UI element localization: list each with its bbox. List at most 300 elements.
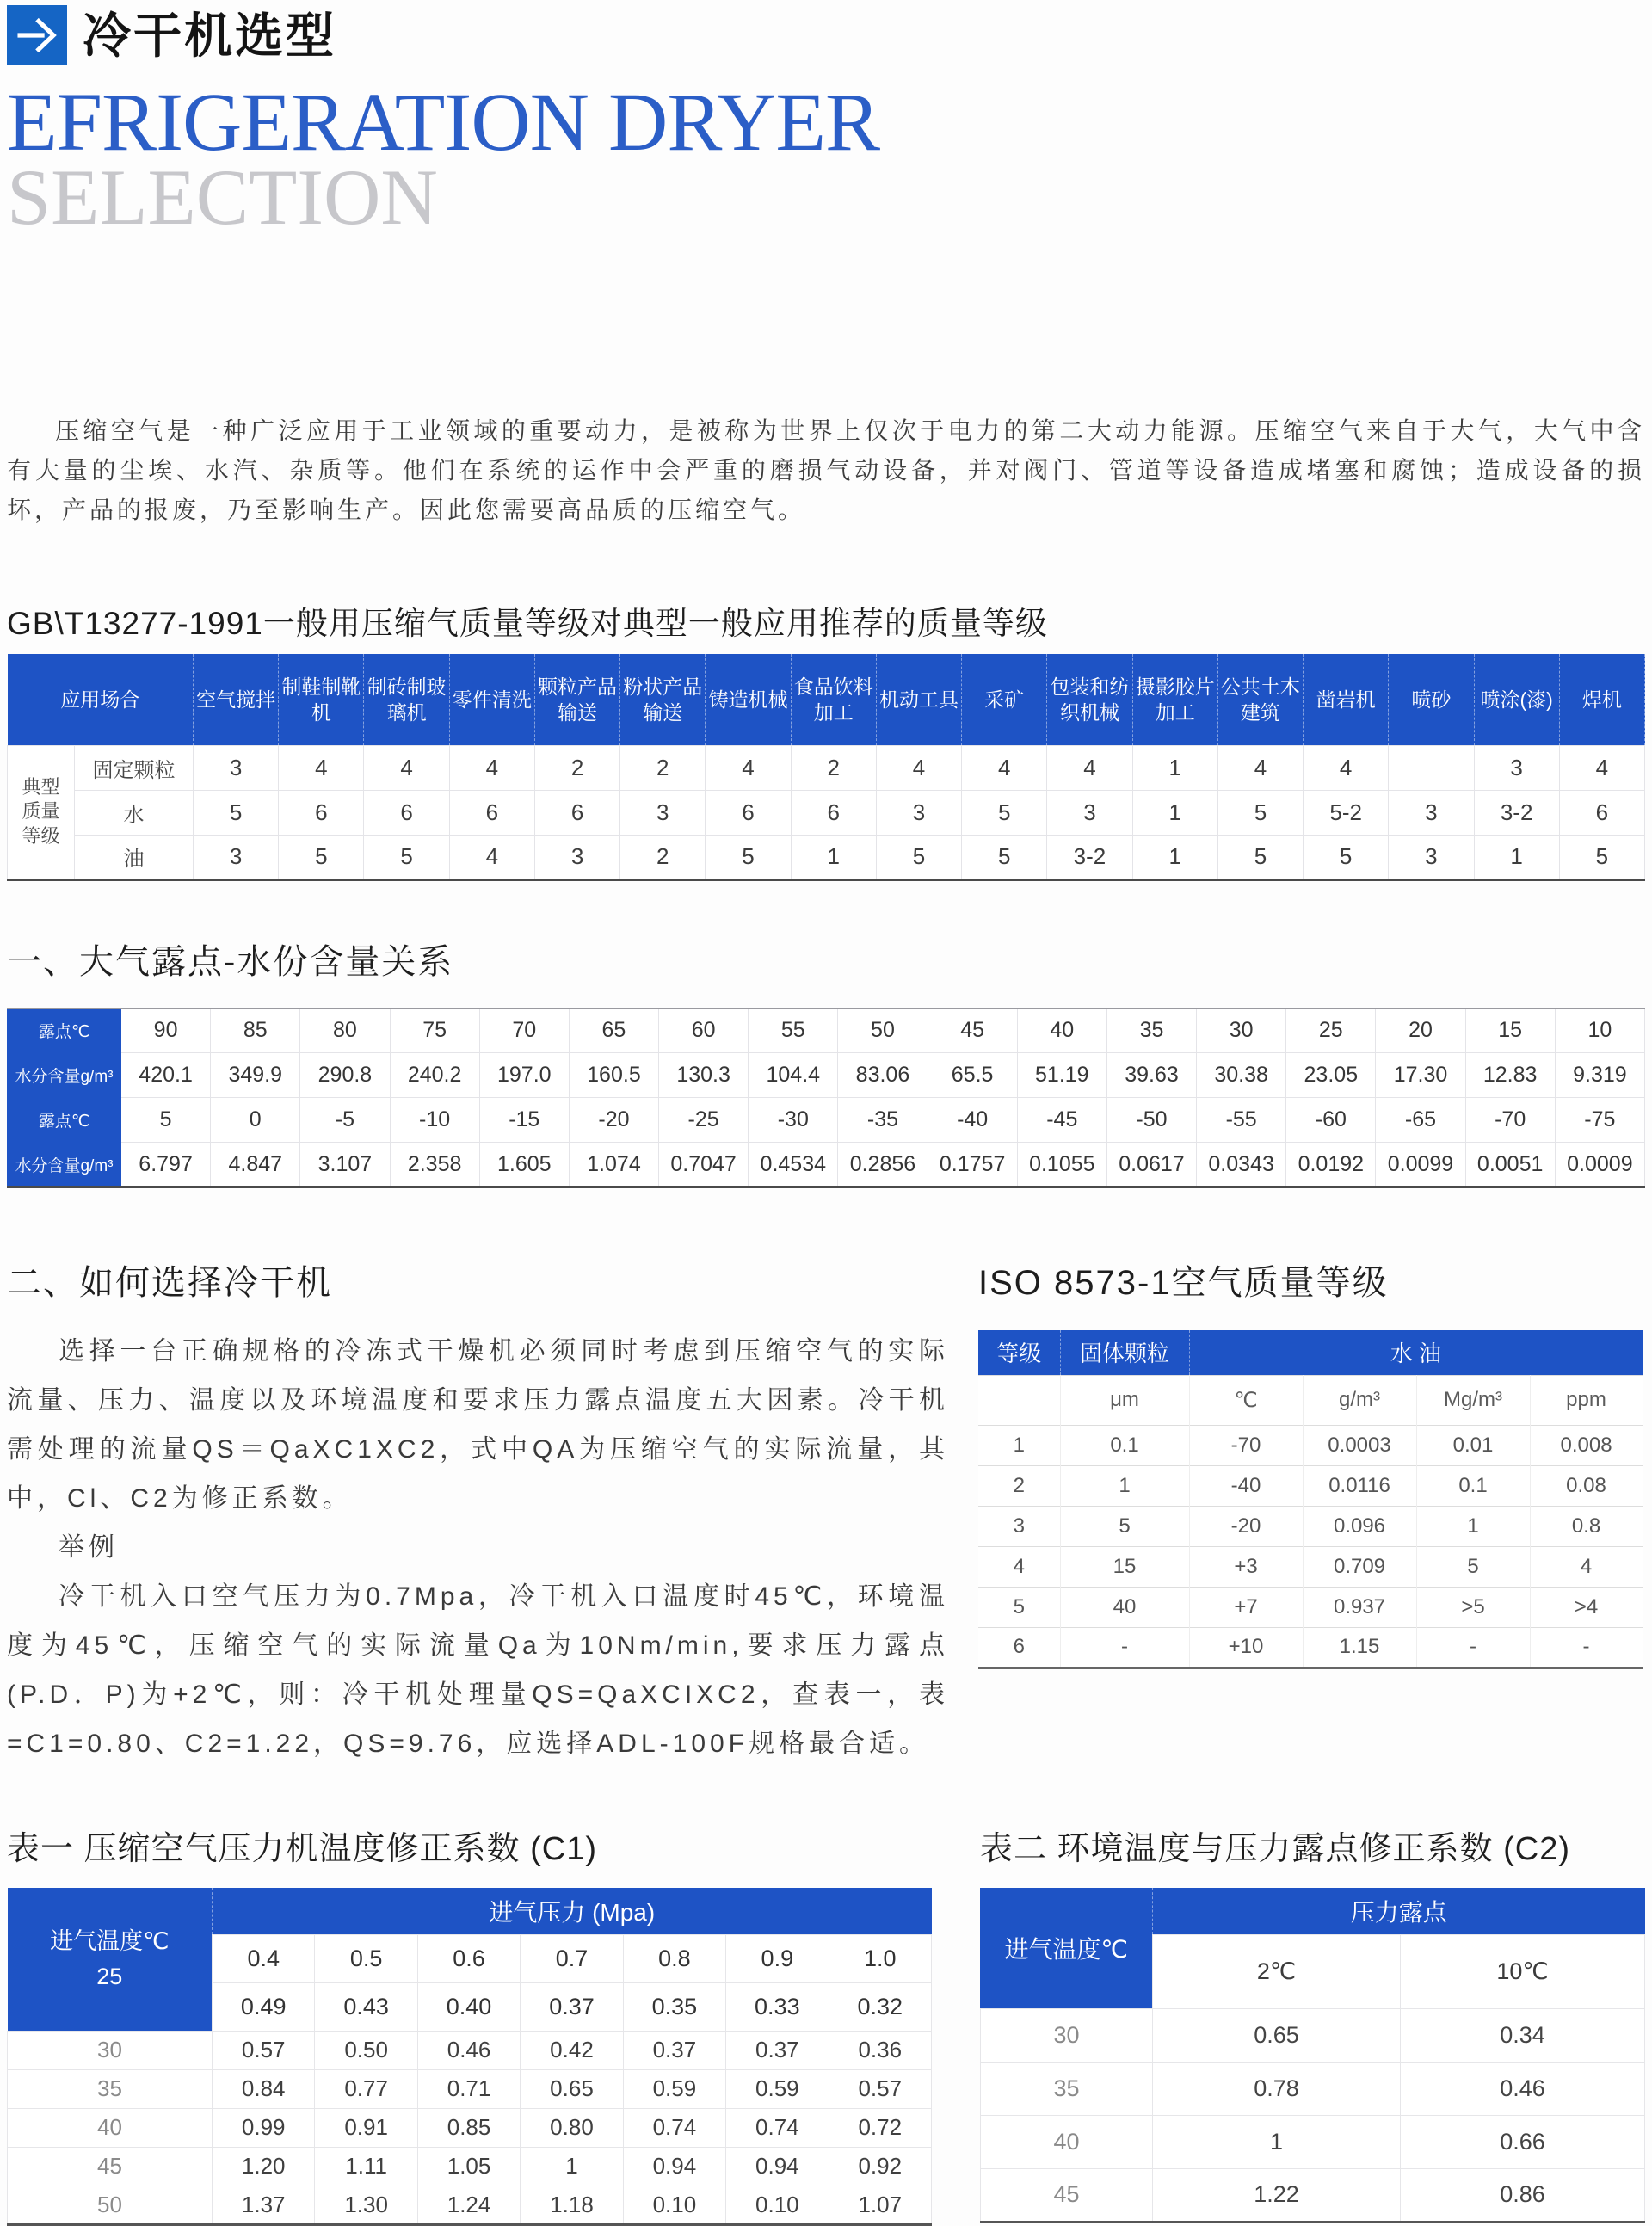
- gb-cell: 6: [791, 790, 876, 835]
- gb-cell: 2: [620, 835, 706, 879]
- t1-pressure-header: 0.4: [213, 1934, 315, 1982]
- c1-correction-table: [7, 1888, 932, 2226]
- correction-tables-zone: [7, 1822, 1645, 2226]
- gb-cell: 5: [962, 835, 1047, 879]
- iso-cell: +10: [1189, 1627, 1303, 1668]
- t2-cell: 0.65: [1152, 2008, 1400, 2062]
- gb-cell: 3: [1389, 790, 1474, 835]
- dew-cell: -20: [569, 1098, 658, 1143]
- gb-cell: 5-2: [1304, 790, 1389, 835]
- dew-cell: 35: [1106, 1008, 1196, 1053]
- example-heading: 举例: [59, 1533, 119, 1563]
- iso-unit-header: μm: [1060, 1375, 1189, 1425]
- gb-cell: 4: [449, 835, 534, 879]
- dew-row-label: 水分含量g/m³: [8, 1053, 121, 1098]
- gb-cell: 5: [364, 835, 449, 879]
- iso-cell: 0.1: [1060, 1425, 1189, 1465]
- table-row: [980, 2168, 1644, 2222]
- t1-cell: 0.65: [521, 2069, 623, 2108]
- dew-cell: 4.847: [211, 1143, 300, 1187]
- iso-cell: 0.937: [1303, 1587, 1416, 1627]
- dew-cell: -25: [659, 1098, 749, 1143]
- iso-cell: -: [1530, 1627, 1643, 1668]
- iso-cell: 0.01: [1416, 1425, 1530, 1465]
- dew-cell: 240.2: [390, 1053, 479, 1098]
- dew-cell: -15: [479, 1098, 569, 1143]
- iso-header-row: [978, 1330, 1643, 1375]
- gb-column-header: 空气搅拌: [194, 654, 279, 745]
- gb-cell: [1389, 745, 1474, 790]
- t1-cell: 0.84: [213, 2069, 315, 2108]
- dew-cell: -65: [1376, 1098, 1465, 1143]
- gb-cell: 6: [279, 790, 364, 835]
- dew-cell: 0.0343: [1197, 1143, 1286, 1187]
- t1-cell: 0.46: [417, 2031, 520, 2069]
- dew-cell: 160.5: [569, 1053, 658, 1098]
- dew-cell: 0.0617: [1106, 1143, 1196, 1187]
- gb-cell: 4: [1217, 745, 1303, 790]
- gb-cell: 6: [449, 790, 534, 835]
- t2-temp-label: 35: [980, 2062, 1152, 2115]
- dew-cell: 40: [1017, 1008, 1106, 1053]
- dew-cell: 130.3: [659, 1053, 749, 1098]
- iso-cell: 5: [978, 1587, 1060, 1627]
- t1-cell: 0.80: [521, 2108, 623, 2147]
- t2-cell: 0.78: [1152, 2062, 1400, 2115]
- t2-temp-label: 40: [980, 2115, 1152, 2168]
- dew-cell: -45: [1017, 1098, 1106, 1143]
- t1-cell: 1.37: [213, 2186, 315, 2224]
- gb-cell: 5: [876, 835, 961, 879]
- t1-cell: 0.72: [829, 2108, 931, 2147]
- t1-temp-label: 40: [8, 2108, 213, 2147]
- dew-cell: 65: [569, 1008, 658, 1053]
- dew-cell: 1.605: [479, 1143, 569, 1187]
- t1-temp-label: 45: [8, 2147, 213, 2186]
- iso-cell: 0.096: [1303, 1506, 1416, 1546]
- iso-cell: >4: [1530, 1587, 1643, 1627]
- gb-cell: 5: [279, 835, 364, 879]
- dew-cell: 10: [1555, 1008, 1644, 1053]
- dew-cell: 0.7047: [659, 1143, 749, 1187]
- iso-cell: 6: [978, 1627, 1060, 1668]
- t1-cell: 0.57: [829, 2069, 931, 2108]
- t1-cell: 0.57: [213, 2031, 315, 2069]
- dew-cell: 6.797: [121, 1143, 211, 1187]
- page-title-en: EFRIGERATION DRYER: [7, 76, 880, 168]
- gb-cell: 5: [1217, 790, 1303, 835]
- t1-cell: 0.37: [726, 2031, 829, 2069]
- iso-cell: +3: [1189, 1546, 1303, 1587]
- t1-pressure-header: 1.0: [829, 1934, 931, 1982]
- gb-cell: 5: [1217, 835, 1303, 879]
- gb-cell: 1: [1132, 745, 1217, 790]
- gb-column-header: 喷砂: [1389, 654, 1474, 745]
- t1-cell: 0.50: [315, 2031, 417, 2069]
- page-header: [7, 5, 1645, 74]
- iso-cell: 3: [978, 1506, 1060, 1546]
- dew-cell: 45: [928, 1008, 1017, 1053]
- t2-cell: 0.66: [1400, 2115, 1644, 2168]
- gb-cell: 4: [449, 745, 534, 790]
- iso-cell: 0.709: [1303, 1546, 1416, 1587]
- iso-cell: -40: [1189, 1465, 1303, 1506]
- t1-cell: 0.35: [623, 1982, 725, 2031]
- table-row: [978, 1506, 1643, 1546]
- gb-cell: 1: [1132, 790, 1217, 835]
- t1-corner-value: 25: [96, 1963, 123, 1989]
- dew-cell: 90: [121, 1008, 211, 1053]
- t1-cell: 0.40: [417, 1982, 520, 2031]
- gb-column-header: 铸造机械: [706, 654, 791, 745]
- t2-header-row: [980, 1888, 1644, 1934]
- t2-dewpoint-header: 2℃: [1152, 1934, 1400, 2008]
- gb-row-label: 固定颗粒: [75, 745, 194, 790]
- iso-cell: -20: [1189, 1506, 1303, 1546]
- t1-temp-label: 50: [8, 2186, 213, 2224]
- table-row: [8, 1098, 1645, 1143]
- t1-header-row: [8, 1888, 932, 1934]
- gb-cell: 2: [791, 745, 876, 790]
- dew-cell: 2.358: [390, 1143, 479, 1187]
- iso-grade-header: 等级: [978, 1330, 1060, 1375]
- iso-cell: >5: [1416, 1587, 1530, 1627]
- iso-cell: 0.8: [1530, 1506, 1643, 1546]
- t1-cell: 1.24: [417, 2186, 520, 2224]
- dew-cell: 23.05: [1286, 1053, 1376, 1098]
- intro-paragraph: 压缩空气是一种广泛应用于工业领域的重要动力，是被称为世界上仅次于电力的第二大动力能源。压缩空气来自于大气，大气中含有大量的尘埃、水汽、杂质等。他们在系统的运作中会严重的磨损气动设备，并对阀门、管道等设备造成堵塞和腐蚀；造成设备的损坏，产品的报废，乃至影响生产。因此您需要高品质的压缩空气。: [7, 417, 1645, 524]
- iso-table-title: ISO 8573-1空气质量等级: [978, 1264, 1389, 1303]
- gb-cell: 6: [706, 790, 791, 835]
- gb-cell: 1: [1474, 835, 1559, 879]
- gb-column-header: 公共土木建筑: [1217, 654, 1303, 745]
- t1-pressure-header: 0.5: [315, 1934, 417, 1982]
- gb-cell: 6: [534, 790, 620, 835]
- t1-cell: 0.94: [623, 2147, 725, 2186]
- iso-solid-header: 固体颗粒: [1060, 1330, 1189, 1375]
- gb-column-header: 喷涂(漆): [1474, 654, 1559, 745]
- t2-span-header: 压力露点: [1152, 1888, 1644, 1934]
- gb-row-label: 水: [75, 790, 194, 835]
- iso-unit-header: Mg/m³: [1416, 1375, 1530, 1425]
- table1-block: [7, 1822, 932, 2226]
- table-row: [978, 1587, 1643, 1627]
- iso-cell: 1: [1416, 1506, 1530, 1546]
- gb-cell: 3: [194, 835, 279, 879]
- dew-cell: 0: [211, 1098, 300, 1143]
- dew-cell: 0.1055: [1017, 1143, 1106, 1187]
- dew-cell: 3.107: [300, 1143, 390, 1187]
- gb-quality-table: [7, 654, 1645, 881]
- gb-column-header: 零件清洗: [449, 654, 534, 745]
- t1-cell: 0.85: [417, 2108, 520, 2147]
- dew-cell: 0.0099: [1376, 1143, 1465, 1187]
- t2-cell: 0.46: [1400, 2062, 1644, 2115]
- two-column-zone: [7, 1255, 1645, 1768]
- iso-cell: 1: [1060, 1465, 1189, 1506]
- iso-cell: 1.15: [1303, 1627, 1416, 1668]
- gb-column-header: 食品饮料加工: [791, 654, 876, 745]
- gb-cell: 4: [1559, 745, 1644, 790]
- iso-unit-header: ℃: [1189, 1375, 1303, 1425]
- t1-cell: 0.49: [213, 1982, 315, 2031]
- gb-cell: 4: [364, 745, 449, 790]
- dew-cell: -60: [1286, 1098, 1376, 1143]
- dew-cell: -40: [928, 1098, 1017, 1143]
- iso-cell: 2: [978, 1465, 1060, 1506]
- table1-title: 表一 压缩空气压力机温度修正系数 (C1): [7, 1831, 598, 1868]
- gb-cell: 4: [962, 745, 1047, 790]
- dew-cell: 30: [1197, 1008, 1286, 1053]
- iso-cell: -: [1416, 1627, 1530, 1668]
- gb-app-header: 应用场合: [8, 654, 194, 745]
- gb-cell: 3: [1389, 835, 1474, 879]
- table-row: [8, 835, 1645, 879]
- gb-cell: 5: [1559, 835, 1644, 879]
- dew-row-label: 水分含量g/m³: [8, 1143, 121, 1187]
- dew-row-label: 露点℃: [8, 1098, 121, 1143]
- t1-cell: 1: [521, 2147, 623, 2186]
- gb-column-header: 制砖制玻璃机: [364, 654, 449, 745]
- dew-cell: 0.0009: [1555, 1143, 1644, 1187]
- dew-cell: 420.1: [121, 1053, 211, 1098]
- iso-cell: 15: [1060, 1546, 1189, 1587]
- selection-guide-column: [7, 1255, 949, 1768]
- t1-span-header: 进气压力 (Mpa): [213, 1888, 932, 1934]
- gb-row-group-label: 典型质量等级: [8, 745, 75, 879]
- dew-cell: 0.4534: [749, 1143, 838, 1187]
- gb-cell: 2: [534, 745, 620, 790]
- dew-cell: 0.2856: [838, 1143, 928, 1187]
- gb-table-title: GB\T13277-1991一般用压缩气质量等级对典型一般应用推荐的质量等级: [7, 606, 1048, 642]
- t1-corner-cell: [8, 1888, 213, 2031]
- dew-cell: 65.5: [928, 1053, 1017, 1098]
- t1-cell: 0.32: [829, 1982, 931, 2031]
- t2-cell: 0.34: [1400, 2008, 1644, 2062]
- t1-cell: 0.10: [623, 2186, 725, 2224]
- t2-corner-cell: 进气温度℃: [980, 1888, 1152, 2008]
- section2-title: 二、如何选择冷干机: [7, 1264, 332, 1303]
- t2-dewpoint-header: 10℃: [1400, 1934, 1644, 2008]
- gb-cell: 5: [706, 835, 791, 879]
- iso-cell: 4: [1530, 1546, 1643, 1587]
- gb-cell: 2: [620, 745, 706, 790]
- gb-column-header: 焊机: [1559, 654, 1644, 745]
- arrow-right-icon: [7, 5, 67, 65]
- t2-temp-label: 30: [980, 2008, 1152, 2062]
- gb-cell: 6: [364, 790, 449, 835]
- t1-cell: 0.59: [623, 2069, 725, 2108]
- iso-cell: 5: [1416, 1546, 1530, 1587]
- table-row: [8, 1053, 1645, 1098]
- gb-cell: 4: [876, 745, 961, 790]
- gb-cell: 5: [1304, 835, 1389, 879]
- dew-cell: 104.4: [749, 1053, 838, 1098]
- t1-cell: 0.37: [521, 1982, 623, 2031]
- table-row: [978, 1546, 1643, 1587]
- iso-cell: 0.0116: [1303, 1465, 1416, 1506]
- selection-paragraph: 选择一台正确规格的冷冻式干燥机必须同时考虑到压缩空气的实际流量、压力、温度以及环境温度和要求压力露点温度五大因素。冷干机需处理的流量QS＝QaXC1XC2，式中QA为压缩空气的实际流量，其中，Cl、C2为修正系数。: [7, 1337, 949, 1514]
- iso-cell: 1: [978, 1425, 1060, 1465]
- iso-cell: 0.08: [1530, 1465, 1643, 1506]
- t1-cell: 0.92: [829, 2147, 931, 2186]
- t1-temp-label: 35: [8, 2069, 213, 2108]
- gb-cell: 3: [876, 790, 961, 835]
- dew-cell: 83.06: [838, 1053, 928, 1098]
- t1-cell: 0.99: [213, 2108, 315, 2147]
- table-row: [978, 1465, 1643, 1506]
- t1-cell: 1.07: [829, 2186, 931, 2224]
- t1-cell: 0.36: [829, 2031, 931, 2069]
- iso-cell: 4: [978, 1546, 1060, 1587]
- iso-cell: 0.0003: [1303, 1425, 1416, 1465]
- t1-cell: 1.18: [521, 2186, 623, 2224]
- t1-cell: 1.05: [417, 2147, 520, 2186]
- gb-cell: 3-2: [1047, 835, 1132, 879]
- iso-air-quality-table: [978, 1330, 1643, 1669]
- iso-water-oil-header: 水 油: [1189, 1330, 1643, 1375]
- t1-cell: 0.91: [315, 2108, 417, 2147]
- t1-pressure-header: 0.9: [726, 1934, 829, 1982]
- table-row: [8, 2031, 932, 2069]
- t1-cell: 0.42: [521, 2031, 623, 2069]
- gb-cell: 4: [706, 745, 791, 790]
- t1-cell: 1.20: [213, 2147, 315, 2186]
- section1-title: 一、大气露点-水份含量关系: [7, 942, 454, 981]
- gb-row-label: 油: [75, 835, 194, 879]
- t1-pressure-header: 0.6: [417, 1934, 520, 1982]
- gb-cell: 3: [534, 835, 620, 879]
- table-row: [8, 2186, 932, 2224]
- iso-cell: -70: [1189, 1425, 1303, 1465]
- gb-cell: 1: [1132, 835, 1217, 879]
- dewpoint-moisture-table: [7, 1008, 1645, 1189]
- gb-column-header: 机动工具: [876, 654, 961, 745]
- gb-column-header: 摄影胶片加工: [1132, 654, 1217, 745]
- dew-cell: 30.38: [1197, 1053, 1286, 1098]
- gb-cell: 1: [791, 835, 876, 879]
- dew-cell: 60: [659, 1008, 749, 1053]
- gb-cell: 4: [1304, 745, 1389, 790]
- dew-cell: 20: [1376, 1008, 1465, 1053]
- t1-cell: 1.11: [315, 2147, 417, 2186]
- table-row: [8, 1143, 1645, 1187]
- table2-title: 表二 环境温度与压力露点修正系数 (C2): [979, 1831, 1570, 1868]
- gb-cell: 3: [1474, 745, 1559, 790]
- table-row: [8, 2147, 932, 2186]
- table-row: [8, 790, 1645, 835]
- gb-cell: 3: [1047, 790, 1132, 835]
- table-row: [8, 745, 1645, 790]
- gb-cell: 4: [1047, 745, 1132, 790]
- dew-cell: 1.074: [569, 1143, 658, 1187]
- t2-cell: 1: [1152, 2115, 1400, 2168]
- dew-cell: -55: [1197, 1098, 1286, 1143]
- dew-cell: 12.83: [1465, 1053, 1555, 1098]
- gb-cell: 6: [1559, 790, 1644, 835]
- dew-cell: 349.9: [211, 1053, 300, 1098]
- gb-column-header: 制鞋制靴机: [279, 654, 364, 745]
- gb-column-header: 粉状产品输送: [620, 654, 706, 745]
- c2-correction-table: [980, 1888, 1645, 2223]
- dew-cell: 39.63: [1106, 1053, 1196, 1098]
- dew-cell: -35: [838, 1098, 928, 1143]
- dew-cell: 0.0192: [1286, 1143, 1376, 1187]
- iso-unit-blank: [978, 1375, 1060, 1425]
- dew-cell: -30: [749, 1098, 838, 1143]
- table-row: [8, 2108, 932, 2147]
- t1-cell: 0.71: [417, 2069, 520, 2108]
- dew-cell: -50: [1106, 1098, 1196, 1143]
- example-paragraph: 冷干机入口空气压力为0.7Mpa，冷干机入口温度时45℃，环境温度为45℃，压缩空气的实际流量Qa为10Nm/min,要求压力露点(P.D．P)为+2℃，则：冷干机处理量QS=QaXCIXC2，查表一，表=C1=0.80、C2=1.22，QS=9.76，应选择ADL-100F规格最合适。: [7, 1582, 949, 1759]
- iso-cell: 40: [1060, 1587, 1189, 1627]
- t1-pressure-header: 0.8: [623, 1934, 725, 1982]
- t2-cell: 1.22: [1152, 2168, 1400, 2222]
- iso-cell: +7: [1189, 1587, 1303, 1627]
- dew-cell: 80: [300, 1008, 390, 1053]
- gb-column-header: 采矿: [962, 654, 1047, 745]
- page-subtitle-en: SELECTION: [7, 153, 438, 241]
- iso-cell: 0.1: [1416, 1465, 1530, 1506]
- dew-cell: 197.0: [479, 1053, 569, 1098]
- dew-cell: 25: [1286, 1008, 1376, 1053]
- iso-unit-header: g/m³: [1303, 1375, 1416, 1425]
- page-title-cn: 冷干机选型: [83, 9, 336, 63]
- gb-cell: 3: [194, 745, 279, 790]
- dew-cell: 15: [1465, 1008, 1555, 1053]
- t1-cell: 0.94: [726, 2147, 829, 2186]
- dew-cell: 50: [838, 1008, 928, 1053]
- dew-cell: 0.1757: [928, 1143, 1017, 1187]
- dew-cell: -75: [1555, 1098, 1644, 1143]
- gb-cell: 5: [962, 790, 1047, 835]
- t1-pressure-header: 0.7: [521, 1934, 623, 1982]
- table-row: [980, 2062, 1644, 2115]
- t1-cell: 1.30: [315, 2186, 417, 2224]
- dew-row-label: 露点℃: [8, 1008, 121, 1053]
- t1-cell: 0.77: [315, 2069, 417, 2108]
- t2-temp-label: 45: [980, 2168, 1152, 2222]
- gb-cell: 3: [620, 790, 706, 835]
- dew-cell: 0.0051: [1465, 1143, 1555, 1187]
- dew-cell: -10: [390, 1098, 479, 1143]
- table-row: [978, 1425, 1643, 1465]
- dew-cell: 5: [121, 1098, 211, 1143]
- gb-column-header: 包装和纺织机械: [1047, 654, 1132, 745]
- t2-cell: 0.86: [1400, 2168, 1644, 2222]
- dew-cell: 55: [749, 1008, 838, 1053]
- table-row: [980, 2115, 1644, 2168]
- iso-cell: 5: [1060, 1506, 1189, 1546]
- dew-cell: 51.19: [1017, 1053, 1106, 1098]
- table-row: [978, 1627, 1643, 1668]
- t1-cell: 0.59: [726, 2069, 829, 2108]
- dew-cell: -70: [1465, 1098, 1555, 1143]
- dew-cell: 290.8: [300, 1053, 390, 1098]
- t1-cell: 0.74: [726, 2108, 829, 2147]
- dew-cell: 75: [390, 1008, 479, 1053]
- dew-cell: 9.319: [1555, 1053, 1644, 1098]
- iso-unit-header: ppm: [1530, 1375, 1643, 1425]
- t1-cell: 0.33: [726, 1982, 829, 2031]
- t1-cell: 0.37: [623, 2031, 725, 2069]
- table-row: [980, 2008, 1644, 2062]
- dew-cell: 70: [479, 1008, 569, 1053]
- t1-temp-label: 30: [8, 2031, 213, 2069]
- gb-column-header: 颗粒产品输送: [534, 654, 620, 745]
- t1-cell: 0.43: [315, 1982, 417, 2031]
- t1-cell: 0.74: [623, 2108, 725, 2147]
